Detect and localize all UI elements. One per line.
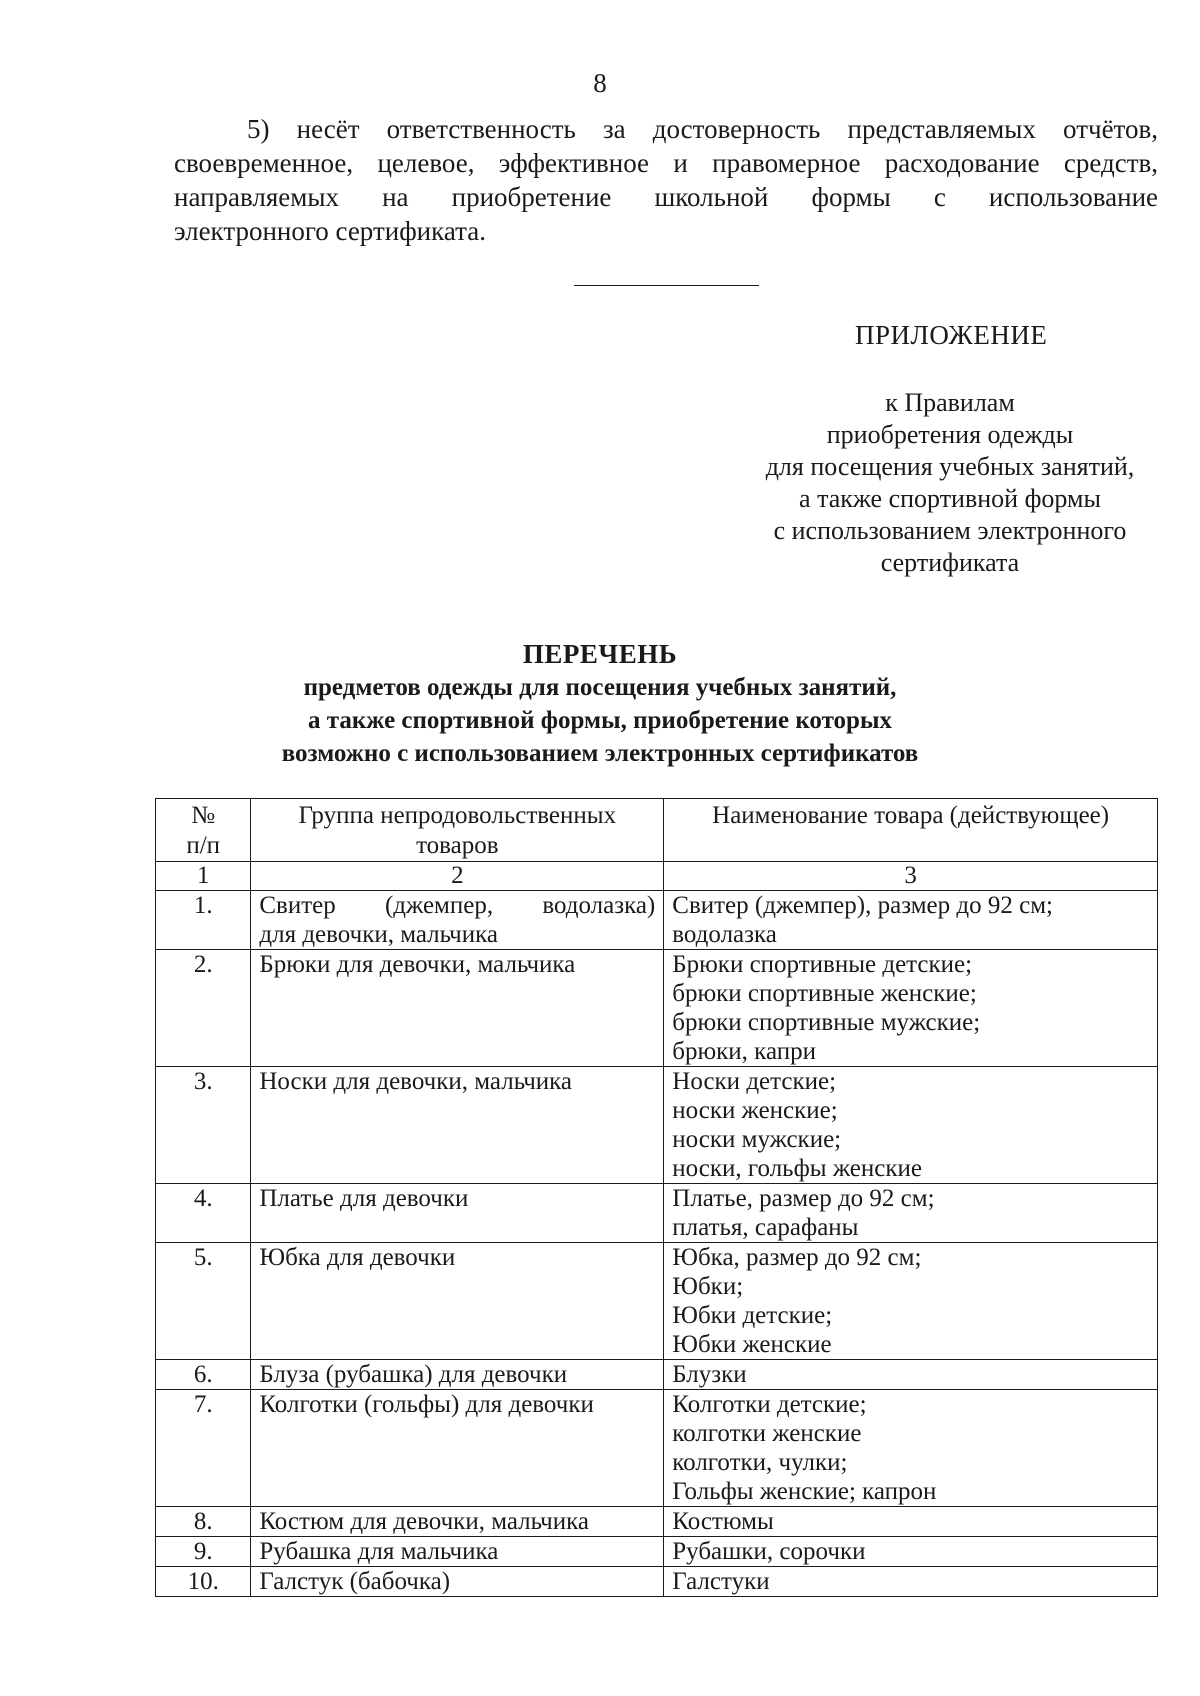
table-row — [156, 1243, 1158, 1360]
list-heading-block — [0, 637, 1200, 770]
appendix-ref-line: а также спортивной формы — [799, 484, 1101, 513]
row-number: 4. — [156, 1184, 251, 1243]
product-name-line: брюки, капри — [672, 1038, 816, 1065]
product-group-line: Носки для девочки, мальчика — [259, 1068, 573, 1095]
product-name-line: колготки, чулки; — [672, 1449, 848, 1476]
product-names — [664, 950, 1158, 1067]
table-row — [156, 891, 1158, 950]
paragraph-line: электронного сертификата. — [174, 216, 486, 246]
list-heading: ПЕРЕЧЕНЬ — [522, 639, 678, 669]
row-number: 2. — [156, 950, 251, 1067]
row-number: 5. — [156, 1243, 251, 1360]
product-names — [664, 1067, 1158, 1184]
appendix-ref-line: к Правилам — [885, 388, 1015, 417]
product-name-line: Платье, размер до 92 см; — [672, 1185, 935, 1212]
product-names — [664, 1537, 1158, 1567]
paragraph-line: направляемых на приобретение школьной формы с использование — [174, 182, 1158, 212]
product-group-line: Колготки (гольфы) для девочки — [259, 1391, 594, 1418]
product-group — [251, 1390, 664, 1507]
product-names — [664, 891, 1158, 950]
appendix-ref-line: для посещения учебных занятий, — [765, 452, 1135, 481]
list-subheading-line: предметов одежды для посещения учебных занятий, — [303, 674, 897, 701]
list-subheading-line: а также спортивной формы, приобретение которых — [308, 707, 892, 734]
appendix-ref-line: сертификата — [880, 548, 1020, 577]
appendix-ref-line: с использованием электронного — [773, 516, 1127, 545]
product-name-line: Гольфы женские; капрон — [672, 1478, 937, 1505]
header-num — [156, 799, 251, 862]
header-group — [251, 799, 664, 862]
paragraph-line: 5) несёт ответственность за достоверность представляемых отчётов, — [247, 114, 1158, 144]
product-name-line: Галстуки — [672, 1568, 770, 1595]
section-divider — [574, 285, 759, 286]
row-number: 8. — [156, 1507, 251, 1537]
appendix-title: ПРИЛОЖЕНИЕ — [855, 320, 1048, 350]
appendix-ref-line: приобретения одежды — [826, 420, 1074, 449]
product-group-line: Рубашка для мальчика — [259, 1538, 499, 1565]
table-row — [156, 1184, 1158, 1243]
product-group-line: Галстук (бабочка) — [259, 1568, 451, 1595]
product-name-line: Брюки спортивные детские; — [672, 951, 973, 978]
table-row — [156, 1537, 1158, 1567]
product-group — [251, 1567, 664, 1597]
product-group-line: Костюм для девочки, мальчика — [259, 1508, 589, 1535]
product-group-line: Платье для девочки — [259, 1185, 469, 1212]
product-names — [664, 1243, 1158, 1360]
product-name-line: Носки детские; — [672, 1068, 837, 1095]
column-number: 2 — [251, 862, 664, 891]
table-row — [156, 1567, 1158, 1597]
product-name-line: Юбки; — [672, 1273, 744, 1300]
header-goods: Наименование товара (действующее) — [664, 799, 1158, 862]
table-header-row — [156, 799, 1158, 862]
product-group — [251, 1507, 664, 1537]
column-number-row — [156, 862, 1158, 891]
paragraph-line: своевременное, целевое, эффективное и правомерное расходование средств, — [174, 148, 1158, 178]
product-group-line: Блуза (рубашка) для девочки — [259, 1361, 568, 1388]
product-names — [664, 1507, 1158, 1537]
column-number: 3 — [664, 862, 1158, 891]
table-row — [156, 1507, 1158, 1537]
responsibility-paragraph — [174, 112, 1158, 248]
product-name-line: брюки спортивные женские; — [672, 980, 977, 1007]
product-name-line: носки мужские; — [672, 1126, 842, 1153]
product-name-line: Свитер (джемпер), размер до 92 см; — [672, 892, 1053, 919]
table-row — [156, 1390, 1158, 1507]
row-number: 1. — [156, 891, 251, 950]
table-row — [156, 1067, 1158, 1184]
product-name-line: брюки спортивные мужские; — [672, 1009, 981, 1036]
product-name-line: Блузки — [672, 1361, 747, 1388]
row-number: 6. — [156, 1360, 251, 1390]
product-group-line: Свитер (джемпер, водолазка) — [259, 892, 656, 919]
product-group — [251, 1360, 664, 1390]
header-group-line: товаров — [416, 832, 499, 859]
product-name-line: Колготки детские; — [672, 1391, 867, 1418]
row-number: 7. — [156, 1390, 251, 1507]
product-group — [251, 1067, 664, 1184]
table-row — [156, 1360, 1158, 1390]
product-names — [664, 1390, 1158, 1507]
product-name-line: носки, гольфы женские — [672, 1155, 922, 1182]
product-group — [251, 1537, 664, 1567]
product-name-line: Юбка, размер до 92 см; — [672, 1244, 922, 1271]
header-num-line: п/п — [186, 832, 221, 859]
product-group — [251, 891, 664, 950]
product-names — [664, 1567, 1158, 1597]
appendix-reference — [740, 387, 1160, 579]
header-num-line: № — [191, 802, 216, 829]
product-name-line: водолазка — [672, 921, 777, 948]
product-group — [251, 1184, 664, 1243]
product-name-line: Костюмы — [672, 1508, 774, 1535]
product-name-line: колготки женские — [672, 1420, 862, 1447]
product-name-line: Юбки женские — [672, 1331, 832, 1358]
product-group-line: Юбка для девочки — [259, 1244, 456, 1271]
clothing-items-table — [155, 798, 1158, 1597]
product-name-line: Рубашки, сорочки — [672, 1538, 866, 1565]
row-number: 3. — [156, 1067, 251, 1184]
product-group — [251, 950, 664, 1067]
column-number: 1 — [156, 862, 251, 891]
product-group — [251, 1243, 664, 1360]
product-group-line: Брюки для девочки, мальчика — [259, 951, 576, 978]
row-number: 9. — [156, 1537, 251, 1567]
list-subheading-line: возможно с использованием электронных сертификатов — [281, 740, 919, 767]
product-group-line: для девочки, мальчика — [259, 921, 498, 948]
header-group-line: Группа непродовольственных — [298, 802, 617, 829]
product-name-line: носки женские; — [672, 1097, 838, 1124]
product-name-line: платья, сарафаны — [672, 1214, 859, 1241]
product-name-line: Юбки детские; — [672, 1302, 833, 1329]
table-row — [156, 950, 1158, 1067]
product-names — [664, 1184, 1158, 1243]
row-number: 10. — [156, 1567, 251, 1597]
page-number: 8 — [593, 68, 607, 98]
product-names — [664, 1360, 1158, 1390]
